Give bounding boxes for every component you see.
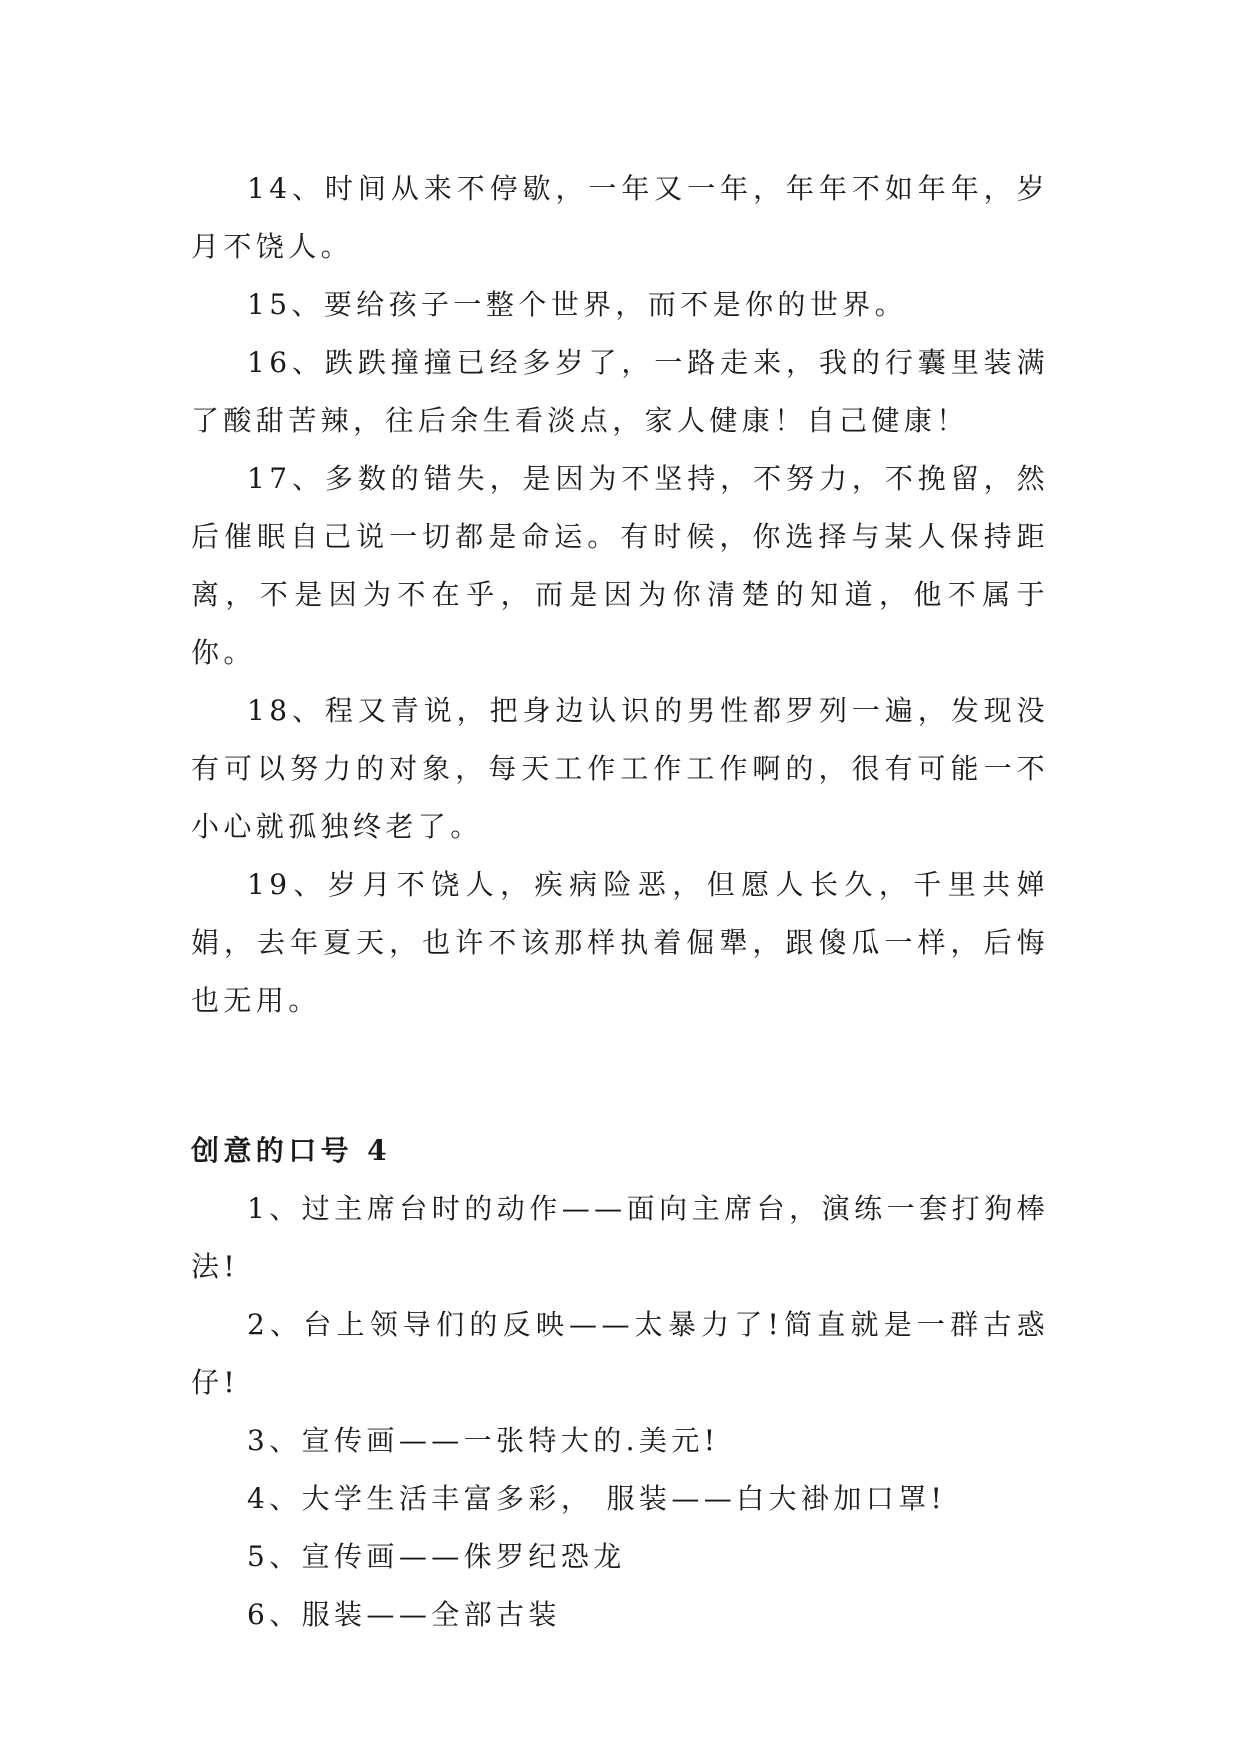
slogan-item-1: 1、过主席台时的动作——面向主席台，演练一套打狗棒法! (191, 1192, 1049, 1283)
slogan-list (191, 1180, 1049, 1644)
document-body (191, 160, 1049, 1644)
paragraph-16: 16、跌跌撞撞已经多岁了，一路走来，我的行囊里装满了酸甜苦辣，往后余生看淡点，家人健康！自己健康！ (191, 346, 1049, 437)
paragraph-18: 18、程又青说，把身边认识的男性都罗列一遍，发现没有可以努力的对象，每天工作工作工作啊的，很有可能一不小心就孤独终老了。 (191, 694, 1049, 843)
slogan-item-2: 2、台上领导们的反映——太暴力了!简直就是一群古惑仔! (191, 1308, 1049, 1399)
paragraph-15: 15、要给孩子一整个世界，而不是你的世界。 (247, 288, 908, 321)
paragraph-14: 14、时间从来不停歇，一年又一年，年年不如年年，岁月不饶人。 (191, 172, 1049, 263)
slogan-item-6: 6、服装——全部古装 (247, 1598, 561, 1631)
slogan-item-4: 4、大学生活丰富多彩， 服装——白大褂加口罩! (247, 1482, 947, 1515)
section-heading: 创意的口号 4 (191, 1134, 392, 1167)
slogan-item-3: 3、宣传画——一张特大的.美元! (247, 1424, 720, 1457)
slogan-item-5: 5、宣传画——侏罗纪恐龙 (247, 1540, 626, 1573)
paragraph-19: 19、岁月不饶人，疾病险恶，但愿人长久，千里共婵娟，去年夏天，也许不该那样执着倔犟，跟傻瓜一样，后悔也无用。 (191, 868, 1049, 1017)
paragraph-17: 17、多数的错失，是因为不坚持，不努力，不挽留，然后催眠自己说一切都是命运。有时候，你选择与某人保持距离，不是因为不在乎，而是因为你清楚的知道，他不属于你。 (191, 462, 1049, 669)
